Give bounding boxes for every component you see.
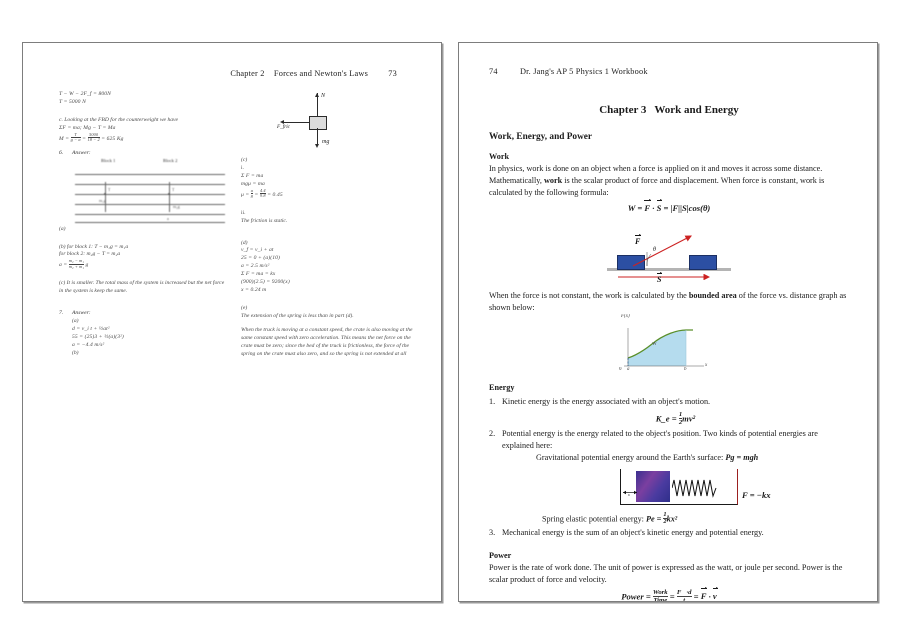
right-page-number: 74 xyxy=(489,67,498,76)
work-para-part1: In physics, work is done on an object when a force is applied on it and moves it across some distance. Mathematically, xyxy=(489,164,823,186)
spring-pe-lead: Pe = xyxy=(646,514,664,523)
left-page-column-b xyxy=(241,91,413,359)
eq-d-5: (900)(2.5) = 9200(x) xyxy=(241,279,290,286)
chapter-title xyxy=(489,103,849,119)
spring-coil-icon xyxy=(672,476,718,500)
book-title: Dr. Jang's AP 5 Physics 1 Workbook xyxy=(519,67,648,76)
free-body-diagram-crate xyxy=(265,91,375,153)
fbd-block2-label: Block 2 xyxy=(163,157,178,163)
graph-y-axis-label: F(x) xyxy=(621,314,630,320)
caption-d: (d) xyxy=(241,239,248,246)
part-b-fraction: $\frac{\text{m₂ − m₁}}{\text{m₂ + m₁}}$ xyxy=(68,258,84,269)
caption-c: (c) xyxy=(241,157,248,163)
power-dot: · xyxy=(706,591,713,602)
fbd-label-N: N xyxy=(321,93,326,99)
subheading-power: Power xyxy=(489,551,512,561)
item-7-part-b: (b) xyxy=(72,349,79,356)
power-eq-1: = xyxy=(667,591,677,602)
friction-static-text: The friction is static. xyxy=(241,217,288,224)
spring-pe-fraction: $\frac{1}{2}$ xyxy=(663,510,667,526)
eq-i-3-lead: μ = xyxy=(241,191,250,198)
work-para-bold: work xyxy=(543,176,563,186)
item-6-number: 6. xyxy=(59,149,64,156)
fbd-label-friction: F_fric xyxy=(277,124,290,130)
spring-pe-tail: kx² xyxy=(666,514,678,523)
ke-lead: K_e = xyxy=(655,413,679,424)
kinetic-energy-formula xyxy=(502,411,849,426)
eq-i-2: mgμ = ma xyxy=(241,180,265,187)
answer-item-7 xyxy=(59,310,227,318)
graph-x-tick-a: a xyxy=(627,367,630,373)
eq-c-2-result: = 625 Kg xyxy=(101,135,124,142)
item-2-text: Potential energy is the energy related to the object's position. Two kinds of potential energies are explained here: xyxy=(502,429,818,450)
right-page-running-head xyxy=(489,67,648,76)
eq-i-3-frac-1: $\frac{a}{g}$ xyxy=(250,187,254,199)
roman-i: i. xyxy=(241,164,244,171)
spring-block-mass xyxy=(636,471,670,502)
eq-d-4: Σ F = ma = kx xyxy=(241,271,276,278)
power-formula xyxy=(489,589,849,602)
displacement-x-marker xyxy=(622,489,638,496)
nonconst-part2: of the force vs. distance graph as shown below: xyxy=(489,291,847,313)
eq-tension-1: T − W − 2F_f = 800N xyxy=(59,91,111,97)
part-b-lead: a = xyxy=(59,262,68,269)
energy-list xyxy=(489,396,849,539)
item-2-marker: 2. xyxy=(489,429,496,439)
eq-7-2: 55 = (25)3 + ½(a)(3²) xyxy=(72,333,124,340)
chapter-title-name: Work and Energy xyxy=(654,104,739,116)
eq-c-2-frac-1: $\frac{T}{g - a}$ xyxy=(70,131,81,143)
work-formula-lead: W = xyxy=(627,202,645,213)
item-1-marker: 1. xyxy=(489,397,496,407)
vector-F-glyph: F xyxy=(644,202,651,213)
vector-S-glyph: S xyxy=(656,202,662,213)
eq-c-1: ΣF = ma; Mg − T = Ma xyxy=(59,124,116,131)
item-6-label: Answer: xyxy=(72,149,91,156)
extension-text: The extension of the spring is less than in part (d). xyxy=(241,313,354,319)
diagram-label-F: F xyxy=(635,237,641,247)
eq-i-3-result: = 0.45 xyxy=(267,191,283,198)
energy-list-item-3 xyxy=(489,527,849,539)
nonconstant-force-paragraph xyxy=(489,290,849,314)
free-body-diagram-blocks: T T m₁g m₂g a xyxy=(75,170,225,226)
fbd-label-mg: mg xyxy=(322,139,330,145)
part-c-intro: c. Looking at the FBD for the counterweight we have xyxy=(59,116,178,123)
displacement-vector-arrow xyxy=(617,274,717,280)
left-page-column-a xyxy=(59,91,227,358)
truck-explanation-text: When the truck is moving at a constant speed, the crate is also moving at the same constant speed with zero acceleration. This means the net force on the crate must be zero; since the bed of the truck is frictionless, the force of the spring on the crate must also zero, and so the spring is not extended at all xyxy=(241,326,413,357)
part-b-line-1: (b) for block 1: T − m₁g = m₁a xyxy=(59,243,129,250)
eq-c-2-lead: M = xyxy=(59,135,70,142)
power-eq-2: = xyxy=(691,591,701,602)
item-7-number: 7. xyxy=(59,310,64,317)
eq-d-3: a = 2.5 m/s² xyxy=(241,263,270,270)
gravitational-pe-line xyxy=(536,452,849,464)
subheading-energy: Energy xyxy=(489,383,515,393)
item-3-text: Mechanical energy is the sum of an object's kinetic energy and potential energy. xyxy=(502,528,764,538)
energy-list-item-1 xyxy=(489,396,849,426)
part-b-tail: g xyxy=(85,262,89,269)
subheading-work: Work xyxy=(489,152,510,162)
power-fraction-1: $\frac{\text{Work}}{\text{Time}}$ xyxy=(652,588,668,602)
eq-tension-2: T = 5000 N xyxy=(59,98,86,105)
svg-text:x: x xyxy=(628,491,630,496)
right-page xyxy=(458,42,878,602)
power-fraction-2: $\frac{F⃗\cdot d}{t}$ xyxy=(676,588,692,602)
work-para-part2: is the scalar product of force and displacement. When force is constant, work is calculated by the following formula: xyxy=(489,176,825,198)
spring-pe-line xyxy=(542,512,849,526)
left-page-number: 73 xyxy=(388,69,397,78)
nonconst-part1: When the force is not constant, the work is calculated by the xyxy=(489,291,689,301)
eq-7-1: d = v_i t + ½at² xyxy=(72,326,110,332)
left-page-running-head xyxy=(230,69,397,78)
eq-c-2: $M = \frac{T}{g - a}$ = $\frac{5000}{18 - 2}$ = 625 Kg xyxy=(59,131,124,143)
work-formula-dot: · xyxy=(650,202,657,213)
grav-pe-formula: Pg = mgh xyxy=(725,452,759,462)
work-formula xyxy=(489,202,849,214)
eq-7-3: a = −4.4 m/s² xyxy=(72,341,105,348)
nonconst-bold: bounded area xyxy=(688,291,737,301)
ke-tail: mv² xyxy=(682,413,696,424)
energy-list-item-2 xyxy=(489,428,849,526)
spring-mass-diagram xyxy=(502,467,862,511)
power-paragraph: Power is the rate of work done. The unit of power is expressed as the watt, or joule per second. Power is the scalar product of force and velocity. xyxy=(489,562,843,584)
part-b-line-2: for block 2: m₂g − T = m₂a xyxy=(59,251,121,258)
eq-d-2: 25 = 0 + (a)(10) xyxy=(241,255,280,262)
eq-d-6: x = 0.24 m xyxy=(241,287,267,294)
diagram-label-S: S xyxy=(657,275,662,285)
running-head-chapter: Chapter 2 xyxy=(230,69,265,78)
work-paragraph xyxy=(489,163,849,199)
right-page-body xyxy=(489,91,849,602)
power-vector-F: F xyxy=(700,591,707,602)
item-3-marker: 3. xyxy=(489,528,496,538)
roman-ii: ii. xyxy=(241,209,246,216)
left-page xyxy=(22,42,442,602)
force-vector-arrow xyxy=(631,232,699,268)
power-lead: Power = xyxy=(621,591,653,602)
item-7-part-a: (a) xyxy=(72,318,79,325)
item-7-label: Answer: xyxy=(72,310,91,317)
power-vector-v: v xyxy=(712,591,717,602)
diagram-label-theta: θ xyxy=(653,247,656,254)
part-b-line-3 xyxy=(59,259,227,270)
eq-d-1: v_f = v_i + at xyxy=(241,247,274,254)
eq-c-2-frac-2: $\frac{5000}{18 - 2}$ xyxy=(87,131,100,143)
spring-force-formula: F = −kx xyxy=(742,489,771,500)
graph-x-axis-label: x xyxy=(705,363,708,369)
item-1-text: Kinetic energy is the energy associated with an object's motion. xyxy=(502,397,711,407)
grav-pe-text: Gravitational potential energy around the Earth's surface: xyxy=(536,452,726,462)
ke-fraction: $\frac{1}{2}$ xyxy=(678,410,683,427)
caption-e: (e) xyxy=(241,305,248,312)
spring-pe-text: Spring elastic potential energy: xyxy=(542,514,646,523)
answer-item-6 xyxy=(59,150,227,158)
eq-i-3: $\mu = \frac{a}{g}$ = $\frac{4.4}{9.8}$ = 0.45 xyxy=(241,187,283,199)
work-formula-tail: = |F||S|cos(θ) xyxy=(661,202,711,213)
graph-x-tick-b: b xyxy=(684,367,687,373)
eq-i-3-frac-2: $\frac{4.4}{9.8}$ xyxy=(259,187,266,199)
graph-origin-label: 0 xyxy=(619,367,622,373)
force-vs-distance-graph xyxy=(610,314,728,376)
fbd-block-labels xyxy=(77,158,227,167)
fbd-caption-a: (a) xyxy=(59,225,66,232)
section-heading-work-energy-power: Work, Energy, and Power xyxy=(489,131,593,142)
fbd-block1-label: Block 1 xyxy=(101,157,116,163)
running-head-title: Forces and Newton's Laws xyxy=(273,69,369,78)
graph-area-label: W xyxy=(652,342,657,348)
part-c-text: (c) It is smaller. The total mass of the system is increased but the net force in the system is keep the same. xyxy=(59,280,225,295)
crate-block xyxy=(309,116,327,130)
eq-i-1: Σ F = ma xyxy=(241,172,264,179)
chapter-title-label: Chapter 3 xyxy=(599,104,647,116)
work-force-displacement-diagram xyxy=(489,218,849,285)
